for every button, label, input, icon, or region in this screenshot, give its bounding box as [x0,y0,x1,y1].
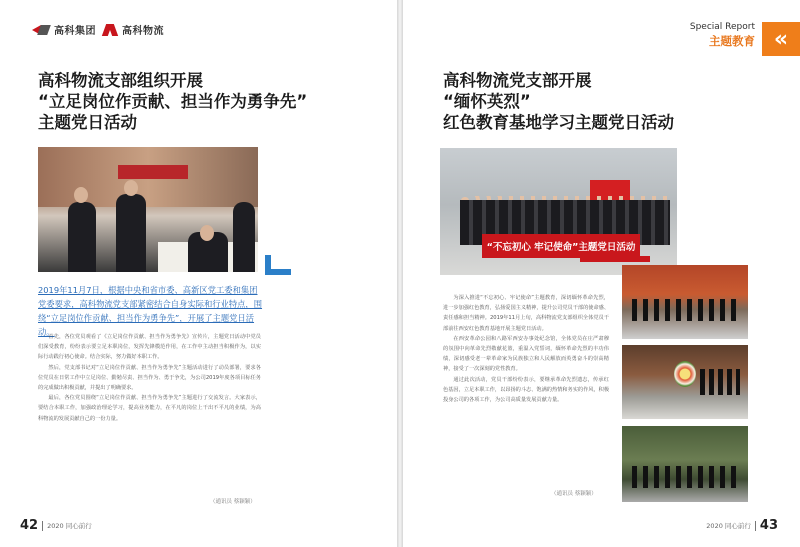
body-paragraph: 首先，各位党员观看了《立足岗位作贡献、担当作为勇争先》宣传片，主题党日活动中党员们深受教育，纷纷表示要立足本职岗位，发挥先锋模范作用，在工作中主动担当积极作为，以实际行动践行初心使命。结合实际，努力做好本职工作。 [38,334,261,361]
publication-name: 2020 同心前行 [47,522,92,530]
page-number: 42 [20,518,39,533]
page-folio-right [706,518,778,533]
page-folio-left [20,518,92,533]
right-page [403,0,800,547]
body-paragraph: 在西安革命公园和八路军西安办事处纪念馆，全体党员在庄严肃穆的氛围中向革命先烈敬献花篮，重温入党誓词，缅怀革命先烈的丰功伟绩，深切感受老一辈革命家为民族独立和人民解放而英勇奋斗的崇高精神，接受了一次深刻的党性教育。 [443,335,609,373]
title-line: 主题党日活动 [38,113,137,132]
brand2-name: 高科物流 [122,26,164,37]
body-paragraph: 最后，各位党员围绕“立足岗位作贡献、担当作为勇争先”主题进行了交流发言。大家表示，要结合本职工作，加强政治理论学习，提高业务能力，在平凡的岗位上干出不平凡的业绩，为高科物流的发展贡献自己的一份力量。 [38,395,261,422]
section-label-en: Special Report [689,22,755,32]
article-title-right [443,70,773,133]
title-line: 红色教育基地学习主题党日活动 [443,113,674,132]
wreath-icon [674,361,696,387]
brand-logos [32,22,164,37]
event-banner: “不忘初心 牢记使命”主题党日活动 [482,234,640,258]
body-paragraph: 通过此次活动，党员干部纷纷表示，要继承革命先烈遗志，传承红色基因，立足本职工作，以昂扬的斗志、饱满的热情和务实的作风，积极投身公司的各项工作，为公司高质量发展贡献力量。 [443,376,610,404]
left-page [0,0,397,547]
page-number: 43 [759,518,778,533]
memorial-bow-photo [622,426,748,502]
publication-name: 2020 同心前行 [706,522,751,530]
title-line: 高科物流支部组织开展 [38,71,203,90]
gaoke-logistics-logo-icon [104,24,118,36]
article-title-left [38,70,368,133]
meeting-photo [38,147,258,272]
group-photo [440,148,677,275]
title-line: “立足岗位作贡献、担当作为勇争先” [38,92,308,111]
title-line: 高科物流党支部开展 [443,71,592,90]
body-text-right [443,293,609,405]
title-line: “缅怀英烈” [443,92,531,111]
author-credit: （通讯员 蔡颖颖） [210,499,256,505]
section-label-cn: 主题教育 [709,34,755,48]
section-header [690,22,755,49]
author-credit: （通讯员 蔡颖颖） [551,491,597,497]
memorial-lineup-photo [622,265,748,339]
brand1-name: 高科集团 [54,26,96,37]
body-paragraph: 然后，党支部书记对“立足岗位作贡献、担当作为勇争先”主题活动进行了动员部署，要求各位党员在日常工作中立足岗位、勤勉尽责、担当作为、勇于争先，为公司2019年度各项目标任务的完成做出积极贡献，并提出了明确要求。 [38,364,261,392]
wreath-tribute-photo [622,345,748,419]
decorative-corner [265,255,291,275]
lead-text: 2019年11月7日，根据中央和省市委、高新区党工委和集团党委要求，高科物流党支部紧密结合自身实际和行业特点，围绕“立足岗位作贡献、担当作为勇争先”，开展了主题党日活动。 [38,285,263,337]
body-paragraph: 为深入推进“不忘初心、牢记使命”主题教育，深切缅怀革命先烈，进一步加强红色教育，弘扬爱国主义精神，提升公司党员干部的使命感、责任感和担当精神。2019年11月上旬，高科物流党支部组织全体党员干部前往西安红色教育基地开展主题党日活动。 [443,295,610,332]
section-tab-icon: « [762,22,800,56]
lead-paragraph [38,283,263,339]
body-text-left [38,332,261,424]
gaoke-group-logo-icon [32,23,50,37]
